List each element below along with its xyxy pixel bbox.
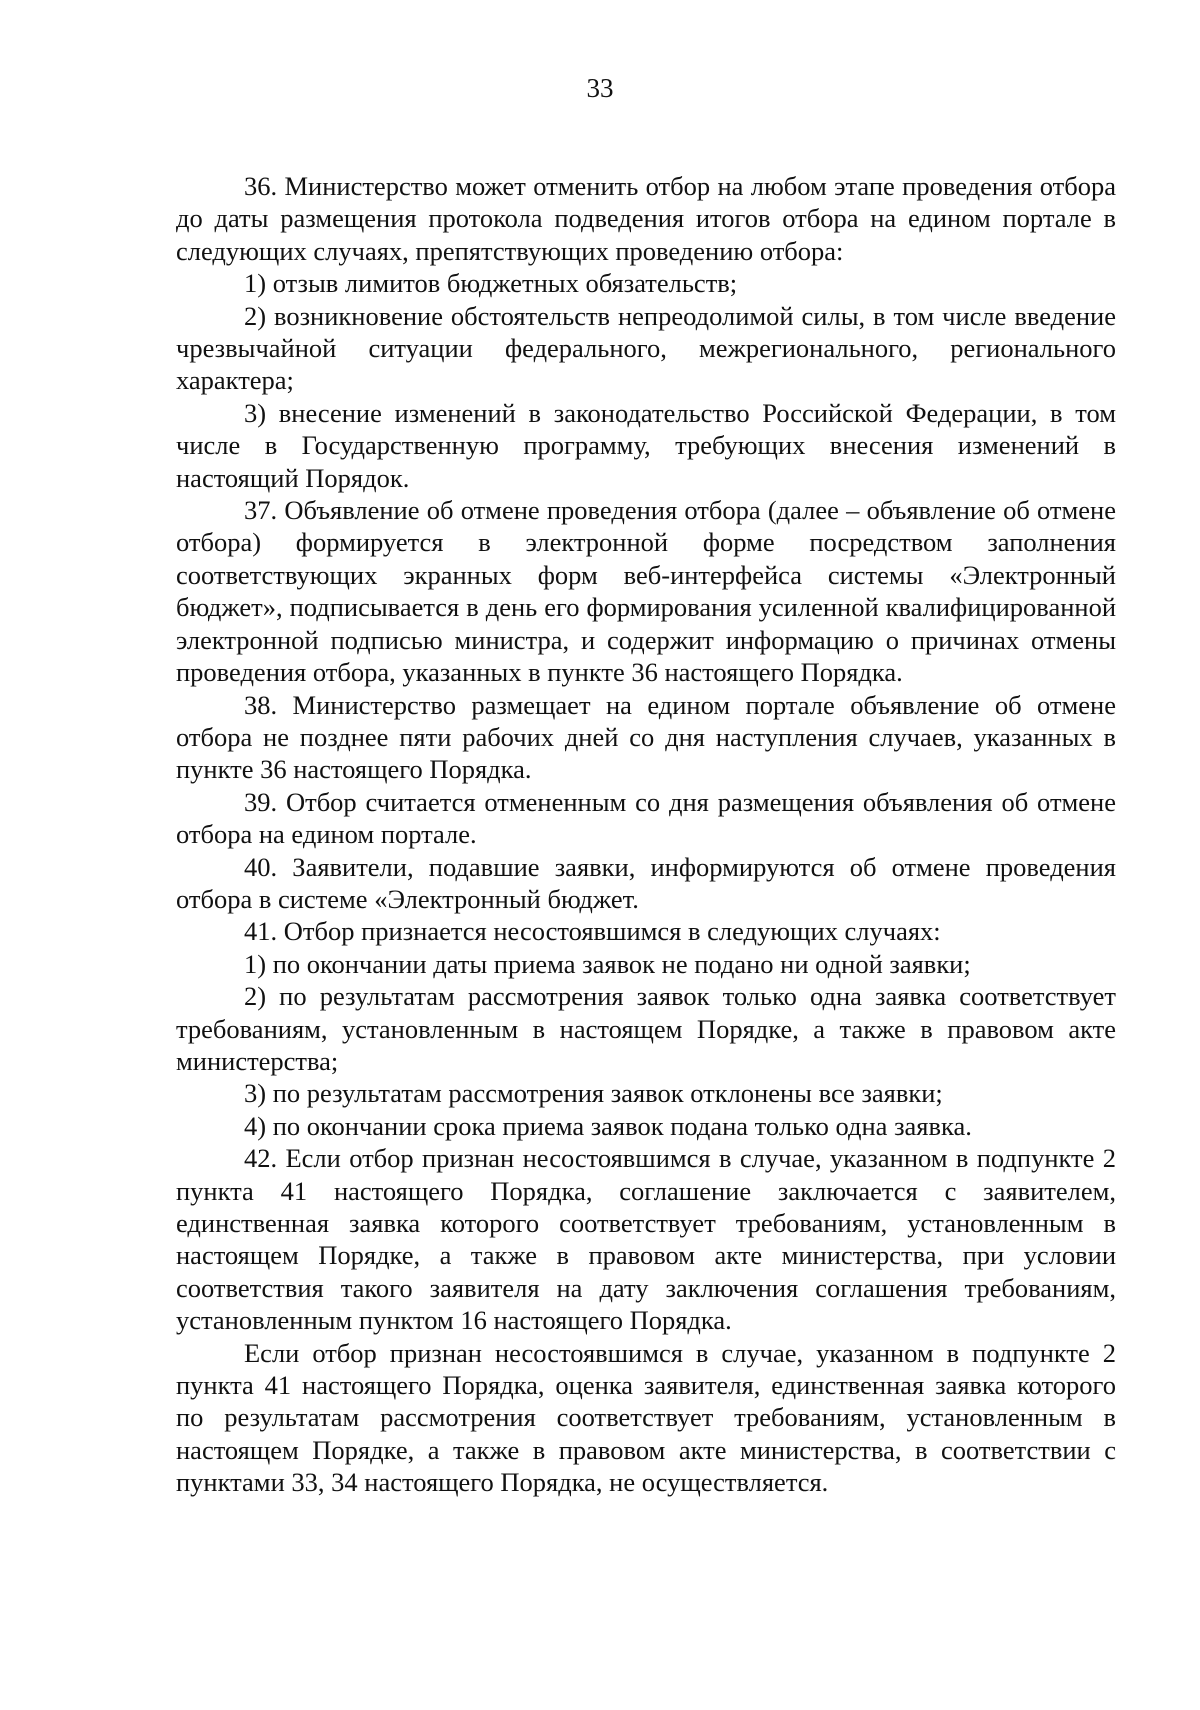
paragraph-37: 37. Объявление об отмене проведения отбора (далее – объявление об отмене отбора) формируется в электронной форме посредством заполнения соответствующих экранных форм веб-интерфейса системы «Электронный бюджет», подписывается в день его формирования усиленной квалифицированной электронной подписью министра, и содержит информацию о причинах отмены проведения отбора, указанных в пункте 36 настоящего Порядка. [176, 495, 1116, 688]
paragraph-38: 38. Министерство размещает на едином портале объявление об отмене отбора не позднее пяти рабочих дней со дня наступления случаев, указанных в пункте 36 настоящего Порядка. [176, 689, 1116, 785]
paragraph-36-item-3: 3) внесение изменений в законодательство Российской Федерации, в том числе в Государственную программу, требующих внесения изменений в настоящий Порядок. [176, 397, 1116, 493]
paragraph-41-item-3: 3) по результатам рассмотрения заявок отклонены все заявки; [244, 1078, 943, 1109]
document-body [176, 170, 1116, 1499]
paragraph-42-continuation: Если отбор признан несостоявшимся в случае, указанном в подпункте 2 пункта 41 настоящего Порядка, оценка заявителя, единственная заявка которого по результатам рассмотрения соответствует требованиям, установленным в настоящем Порядке, а также в правовом акте министерства, в соответствии с пунктами 33, 34 настоящего Порядка, не осуществляется. [176, 1337, 1116, 1498]
paragraph-39: 39. Отбор считается отмененным со дня размещения объявления об отмене отбора на едином портале. [176, 786, 1116, 850]
paragraph-41-item-4: 4) по окончании срока приема заявок подана только одна заявка. [244, 1110, 972, 1141]
paragraph-36: 36. Министерство может отменить отбор на любом этапе проведения отбора до даты размещения протокола подведения итогов отбора на едином портале в следующих случаях, препятствующих проведению отбора: [176, 171, 1116, 266]
paragraph-41-item-1: 1) по окончании даты приема заявок не подано ни одной заявки; [244, 948, 971, 979]
paragraph-36-item-2: 2) возникновение обстоятельств непреодолимой силы, в том числе введение чрезвычайной ситуации федерального, межрегионального, регионального характера; [176, 300, 1116, 396]
paragraph-41: 41. Отбор признается несостоявшимся в следующих случаях: [244, 916, 941, 947]
paragraph-36-item-1: 1) отзыв лимитов бюджетных обязательств; [244, 268, 738, 299]
paragraph-41-item-2: 2) по результатам рассмотрения заявок только одна заявка соответствует требованиям, установленным в настоящем Порядке, а также в правовом акте министерства; [176, 981, 1116, 1076]
paragraph-40: 40. Заявители, подавшие заявки, информируются об отмене проведения отбора в системе «Электронный бюджет. [176, 851, 1116, 914]
page-number: 33 [586, 73, 614, 103]
paragraph-42: 42. Если отбор признан несостоявшимся в случае, указанном в подпункте 2 пункта 41 настоящего Порядка, соглашение заключается с заявителем, единственная заявка которого соответствует требованиям, установленным в настоящем Порядке, а также в правовом акте министерства, при условии соответствия такого заявителя на дату заключения соглашения требованиям, установленным пунктом 16 настоящего Порядка. [176, 1143, 1116, 1336]
